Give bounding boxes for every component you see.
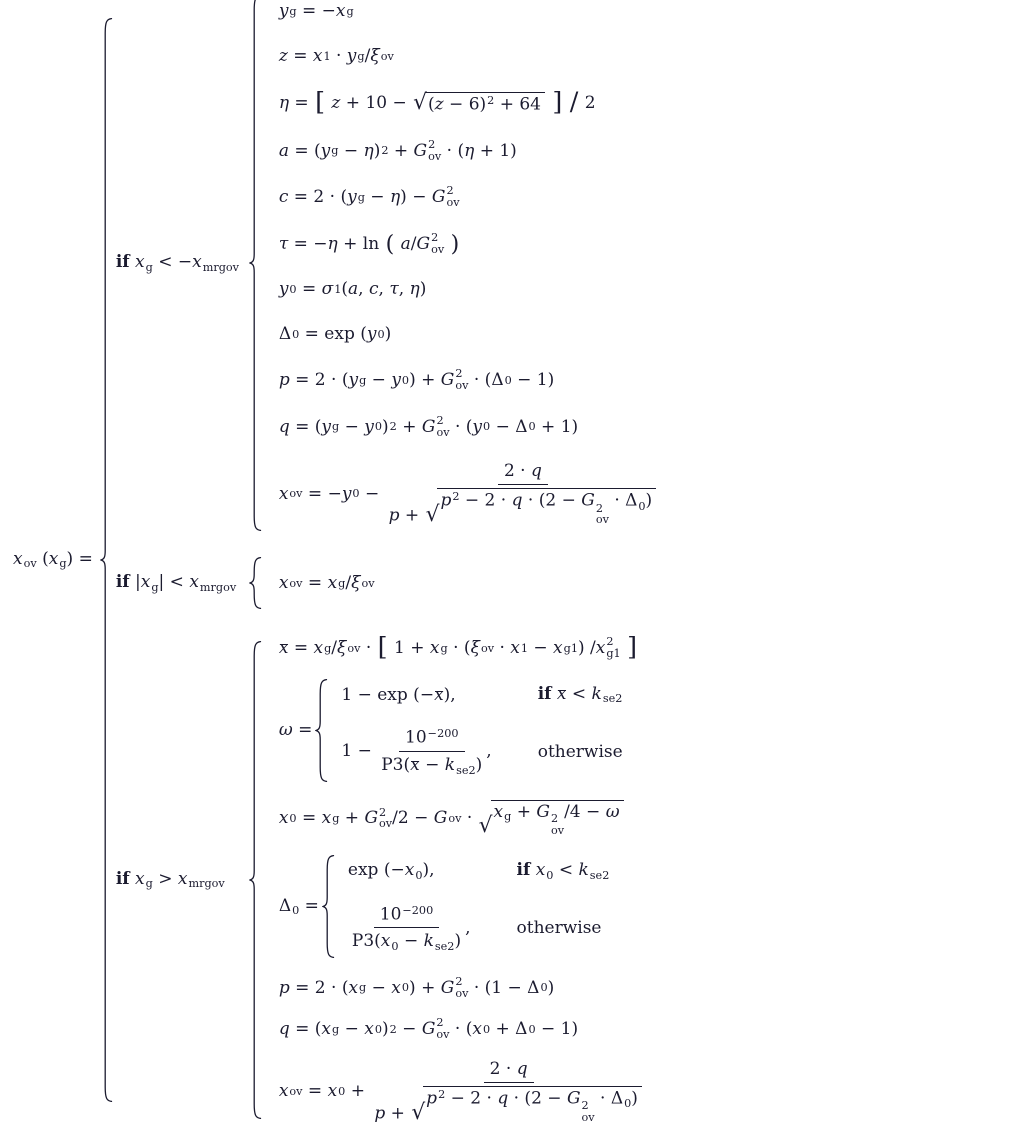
equation-line: Δ 0 = exp ( y 0 ): [278, 324, 392, 345]
curly-brace: [322, 855, 335, 958]
case-condition: if $x_0 < k_{se2}$: [516, 860, 610, 882]
equation-lhs: $x_{ov}$ $(x_g)$ =: [13, 548, 93, 571]
branch-lines: [265, 572, 375, 594]
fraction: 2 · q p + √ $p^2 - 2 \cdot q \cdot (2 - G$ 2 ov · $\Delta_0$): [389, 461, 658, 526]
curly-brace-icon: [249, 557, 262, 609]
sub-sup-stack: 2 g1: [606, 635, 621, 661]
case-value: $\frac{10^{-200}}{P3(x_0 - k_{se2})}$ ,: [351, 903, 471, 953]
sub-sup-stack: 2 ov: [379, 805, 393, 831]
cases-grid: [338, 860, 609, 953]
equation-line: [279, 679, 647, 782]
radical: √ $p^2 - 2 \cdot q \cdot (2 - G$ 2 ov · $\Delta_0$): [411, 1086, 642, 1124]
case-condition: otherwise: [537, 742, 623, 763]
fraction: $\frac{10^{-200}}{P3(x_0 - k_{se2})}$: [351, 903, 462, 953]
curly-brace-icon: [322, 855, 335, 958]
sub-sup-stack: 2 ov: [550, 812, 565, 838]
case-condition: if $x < k_{se2}$: [537, 683, 623, 706]
equation-line: x 0 = x g + G 2 ov / 2 − G ov · √ $x_g + G$ 2 ov /4 − ω: [279, 800, 647, 837]
branch-lines: [265, 632, 647, 1125]
equation-line: x ov = x g / ξ ov: [278, 573, 375, 594]
case-value: 1 − $\frac{10^{-200}}{P3(x - k_{se2})}$ ,: [341, 727, 492, 777]
equation-line: q = ( x g − x 0 ) 2 − G 2 ov · ( x 0 + Δ 0 − 1 ): [278, 1016, 579, 1042]
cases-grid: [331, 684, 622, 777]
inner-cases: [279, 679, 623, 782]
sub-sup-stack: 2 ov: [446, 184, 460, 210]
equation-line: [279, 855, 647, 958]
equation-branches: [116, 0, 661, 1124]
fraction: 2 · q p + √ $p^2 - 2 \cdot q \cdot (2 - G$ 2 ov · $\Delta_0$): [374, 1059, 643, 1124]
cases-lhs: ω =: [278, 720, 313, 741]
sub-sup-stack: 2 ov: [436, 413, 450, 439]
branch-2: [116, 557, 661, 609]
equation-line: c = 2 · ( y g − η ) − G 2 ov: [278, 184, 460, 210]
branch-condition: if $x_g < -x_{mrgov}$: [115, 252, 239, 275]
radical-icon: √: [413, 90, 428, 116]
equation-line: η = [ z + 10 − √ $(z - 6)^2 + 64$ ] / 2: [278, 87, 596, 118]
branch-condition: if $|x_g| < x_{mrgov}$: [115, 572, 237, 595]
sub-sup-stack: 2 ov: [428, 137, 442, 163]
radical: √ $p^2 - 2 \cdot q \cdot (2 - G$ 2 ov · $\Delta_0$): [426, 488, 657, 526]
curly-brace-icon: [249, 641, 262, 1119]
equation-line: x ov = − y 0 − 2 · q p + √ $p^2 - 2 \cdot q \cdot (2 - G$ 2 ov · $\Delta_0$): [279, 461, 661, 526]
equation-line: x ov = x 0 + 2 · q p + √ $p^2 - 2 \cdot q \cdot (2 - G$ 2 ov · $\Delta_0$): [279, 1059, 647, 1124]
equation-line: q = ( y g − y 0 ) 2 + G 2 ov · ( y 0 − Δ 0 + 1 ): [278, 413, 579, 439]
fraction: $\frac{10^{-200}}{P3(x - k_{se2})}$: [381, 727, 483, 777]
branch-3: [115, 632, 661, 1125]
curly-brace-icon: [315, 679, 328, 782]
sub-sup-stack: 2 ov: [595, 501, 609, 527]
equation-line: z = x 1 · y g / ξ ov: [278, 46, 394, 67]
sub-sup-stack: 2 ov: [436, 1016, 450, 1042]
curly-brace-icon: [100, 18, 113, 1102]
sub-sup-stack: 2 ov: [431, 230, 445, 256]
sub-sup-stack: 2 ov: [581, 1099, 595, 1124]
branch-1: [116, 0, 661, 531]
outer-curly-brace: [100, 18, 113, 1102]
cases-lhs: $\Delta_0$ =: [278, 895, 319, 918]
radical-icon: √: [411, 1099, 426, 1125]
sub-sup-stack: 2 ov: [455, 367, 469, 393]
case-value: 1 − exp (−x),: [341, 684, 456, 705]
case-condition: otherwise: [516, 918, 602, 939]
radical-icon: √: [478, 812, 493, 838]
equation-line: τ = − η + ln ( a / G 2 ov ): [278, 230, 460, 257]
equation-line: p = 2 · ( x g − x 0 ) + G 2 ov · ( 1 − Δ 0 ): [278, 974, 555, 1000]
branch-condition: if $x_g > x_{mrgov}$: [115, 868, 225, 891]
radical: √ $x_g + G$ 2 ov /4 − ω: [479, 800, 624, 837]
curly-brace-icon: [249, 0, 262, 531]
curly-brace: [249, 557, 262, 609]
equation-line: y 0 = σ 1 ( a , c , τ , η ): [278, 279, 427, 300]
equation-line: p = 2 · ( y g − y 0 ) + G 2 ov · ( Δ 0 − 1 ): [278, 367, 555, 393]
curly-brace: [315, 679, 328, 782]
inner-cases: [279, 855, 610, 958]
branch-lines: [265, 0, 661, 526]
curly-brace: [249, 0, 262, 531]
equation-line: y g = − x g: [278, 1, 354, 22]
sub-sup-stack: 2 ov: [455, 974, 469, 1000]
curly-brace: [249, 641, 262, 1119]
equation-line: a = ( y g − η ) 2 + G 2 ov · ( η + 1 ): [278, 137, 517, 163]
equation-line: x = x g / ξ ov · [ 1 + x g · ( ξ ov · x 1 − x g1 ) / x 2 g1 ]: [278, 632, 638, 663]
case-value: $\exp (-x_0)$,: [347, 860, 435, 882]
radical-icon: √: [425, 502, 440, 528]
radical: √ $(z - 6)^2 + 64$: [413, 92, 545, 115]
